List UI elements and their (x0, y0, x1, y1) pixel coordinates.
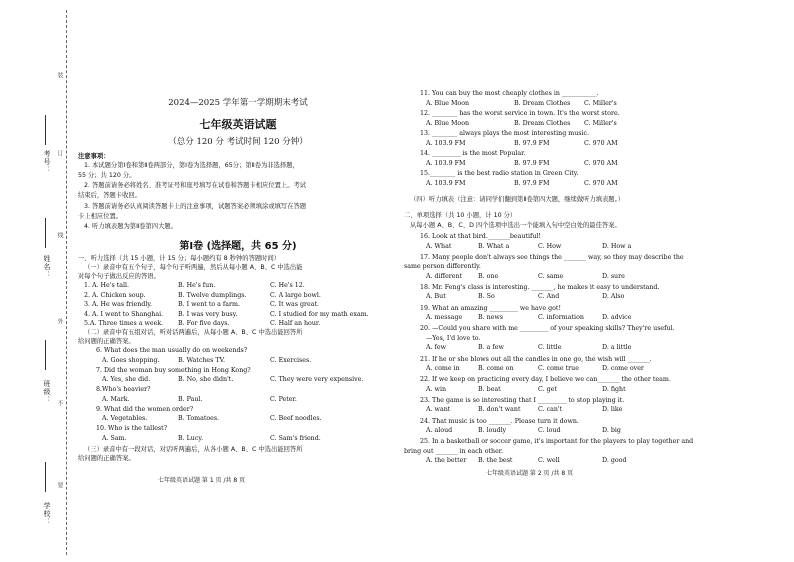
question-text: 22. If we keep on practicing every day, I believe we can_______ the other team. (420, 376, 671, 384)
option-b: B. Twelve dumplings. (178, 291, 247, 299)
notes-heading: 注意事项： (78, 153, 110, 160)
note-line: 1. 本试题分第Ⅰ卷和第Ⅱ卷两部分，第Ⅰ卷为选择题，65分；第Ⅱ卷为非选择题， (84, 162, 299, 169)
note-line: 55 分；共 120 分。 (78, 172, 136, 179)
single-choice-instruction: 从每小题 A、B、C、D 四个选项中选出一个能填入句中空白处的最佳答案。 (410, 222, 621, 229)
question-text: 15.________ is the best radio station in Green City. (420, 170, 579, 177)
option-b: B. come on (478, 365, 514, 372)
option-c: C. Sam's friend. (270, 434, 321, 442)
option-a: A. the better (426, 457, 467, 465)
binding-mark: 装 (56, 72, 63, 78)
option-a: A. few (426, 344, 446, 352)
listening-heading: 一、听力选择（共 15 小题，计 15 分；每小题约有 8 秒钟的答题时间） (78, 255, 281, 262)
option-b: B. Watches TV. (178, 356, 226, 364)
listening-note: （四）听力填表（注意：请同学们翻到第Ⅱ卷第四大题，继续做听力填表题。） (410, 196, 625, 203)
option-a: A. message (426, 314, 463, 322)
option-c: C. How (538, 242, 562, 250)
binding-mark: 要 (56, 482, 63, 488)
exam-number-label: 考号： (43, 150, 51, 174)
option-a: A. Blue Moon (426, 120, 470, 127)
option-b: B. Dream Clothes (514, 100, 571, 107)
name-label: 姓名： (43, 255, 51, 279)
option-a: 5.A. Three times a week. (84, 320, 164, 327)
option-d: D. advice (602, 314, 632, 322)
exam-number-line (45, 115, 46, 145)
option-b: B. Lucy. (178, 434, 204, 442)
instruction-line: （三）录音中有一段对话，对话听两遍后，从各小题 A、B、C 中选出能回答所 (84, 446, 303, 453)
class-label: 班级： (43, 380, 51, 404)
option-c: C. loud (538, 427, 561, 435)
option-b: B. a few (478, 344, 504, 352)
option-c: C. Beef noodles. (270, 415, 322, 422)
question-text: —Yes, I'd love to. (426, 334, 481, 342)
question-text: 25. In a basketball or soccer game, it's important for the players to play together and (420, 438, 694, 446)
option-a: A. 103.9 FM (426, 160, 466, 167)
exam-title: 2024—2025 学年第一学期期末考试 (168, 98, 308, 108)
option-b: B. Paul. (178, 395, 203, 403)
question-text: bring out _______ in each other. (404, 447, 504, 455)
binding-strip (0, 0, 62, 562)
option-d: D. good (602, 457, 627, 465)
option-c: C. 970 AM (584, 160, 618, 167)
option-a: 2. A. Chicken soup. (84, 291, 146, 299)
question-text: 6. What does the man usually do on weekends? (96, 347, 248, 354)
note-line: 2. 答题前请务必将姓名、准考证号和座号填写在试卷和答题卡相应位置上。考试 (84, 182, 307, 189)
option-b: B. I was very busy. (178, 310, 238, 318)
question-text: 19. What an amazing _________ we have got! (420, 304, 561, 312)
option-c: C. get (538, 385, 557, 393)
option-b: B. news (478, 314, 504, 322)
option-a: 3. A. He was friendly. (84, 301, 153, 308)
school-line (45, 462, 46, 492)
option-c: C. And (538, 293, 560, 301)
option-c: C. They were very expensive. (270, 376, 364, 383)
option-b: B. He's fun. (178, 282, 216, 289)
option-a: A. Vegetables. (102, 415, 148, 422)
school-label: 学校： (43, 502, 51, 526)
option-a: A. win (426, 385, 447, 393)
option-c: C. can't (538, 406, 563, 414)
option-a: A. Sam. (102, 434, 127, 442)
option-b: B. Tomatoes. (178, 415, 220, 422)
option-c: C. Exercises. (270, 356, 312, 364)
option-c: C. come true (538, 365, 579, 372)
instruction-line: 给问题的正确答案。 (78, 455, 135, 462)
note-line: 结束后，答题卡收回。 (78, 192, 141, 199)
option-c: C. Peter. (270, 395, 297, 403)
option-c: C. He's 12. (270, 282, 305, 289)
option-a: A. 103.9 FM (426, 140, 466, 147)
instruction-line: （一）录音中有五个句子，每个句子听两遍，然后从每小题 A、B、C 中选出能 (84, 264, 303, 271)
option-b: B. 97.9 FM (514, 180, 550, 187)
binding-mark: 外 (56, 318, 63, 324)
option-c: C. It was great. (270, 301, 320, 308)
option-b: B. 97.9 FM (514, 140, 550, 147)
option-c: C. well (538, 457, 560, 465)
part1-heading: 第Ⅰ卷 (选择题，共 65 分) (179, 241, 297, 252)
option-c: C. 970 AM (584, 180, 618, 187)
note-line: 4. 听力填表题为第Ⅱ卷第四大题。 (84, 223, 177, 230)
option-d: D. come over (602, 365, 644, 372)
name-line (45, 218, 46, 248)
option-b: B. don't want (478, 406, 521, 414)
question-text: 16. Look at that bird._______beautiful! (420, 233, 541, 240)
option-b: B. beat (478, 385, 501, 393)
question-text: 11. You can buy the most cheaply clothes in ___________. (420, 90, 599, 97)
binding-mark: 线 (56, 232, 63, 238)
option-c: C. I studied for my math exam. (270, 310, 369, 318)
question-text: 12. ________ has the worst service in town. It's the worst store. (420, 110, 620, 117)
option-a: A. But (426, 293, 446, 301)
option-c: C. Miller's (584, 100, 617, 107)
option-a: A. want (426, 406, 451, 414)
option-c: C. information (538, 314, 584, 322)
question-text: 13. ________ always plays the most interesting music. (420, 130, 590, 137)
note-line: 卡上相应位置。 (78, 213, 123, 220)
option-c: C. same (538, 272, 564, 280)
option-a: A. Mark. (102, 395, 130, 403)
option-c: C. A large bowl. (270, 291, 321, 299)
option-d: D. sure (602, 272, 625, 280)
option-c: C. Half an hour. (270, 320, 321, 327)
instruction-line: 对每个句子做出反应的答语。 (78, 273, 160, 280)
single-choice-heading: 二、单项选择（共 10 小题，计 10 分） (404, 212, 517, 219)
question-text: 20. —Could you share with me _________ of your speaking skills? They're useful. (420, 325, 675, 333)
option-b: B. loudly (478, 427, 507, 435)
option-c: C. 970 AM (584, 140, 618, 147)
option-b: B. one (478, 272, 499, 280)
question-text: 18. Mr. Feng's class is interesting. _______, he makes it easy to understand. (420, 283, 660, 291)
question-text: 10. Who is the tallest? (96, 425, 168, 432)
option-b: B. 97.9 FM (514, 160, 550, 167)
option-a: 1. A. He's tall. (84, 282, 130, 289)
binding-mark: 不 (56, 400, 63, 406)
option-c: C. little (538, 344, 562, 352)
option-b: B. What a (478, 242, 510, 250)
option-a: A. Yes, she did. (102, 376, 151, 383)
question-text: 14. _________ is the most Popular. (420, 150, 526, 157)
instruction-line: 给问题的正确答案。 (78, 338, 135, 345)
option-a: A. Goes shopping. (102, 356, 160, 364)
question-text: 9. What did the women order? (96, 405, 194, 413)
class-line (45, 340, 46, 370)
option-a: A. different (426, 272, 463, 280)
question-text: same person differently. (404, 263, 481, 271)
option-b: B. No, she didn't. (178, 376, 234, 383)
page-footer: 七年级英语试题 第 1 页 /共 8 页 (158, 477, 246, 484)
option-d: D. How a (602, 242, 632, 250)
option-b: B. the best (478, 457, 513, 465)
instruction-line: （二）录音中有五组对话，听对话两遍后，从每小题 A、B、C 中选出能回答所 (84, 329, 303, 336)
fold-line (66, 10, 67, 555)
option-b: B. Dream Clothes (514, 120, 571, 127)
option-a: 4. A. I went to Shanghai. (84, 310, 164, 318)
option-b: B. I went to a farm. (178, 301, 240, 308)
paper-subtitle: （总分 120 分 考试时间 120 分钟） (168, 137, 308, 147)
option-d: D. Also (602, 293, 625, 301)
question-text: 21. If he or she blows out all the candles in one go, the wish will _______. (420, 355, 652, 363)
option-a: A. aloud (426, 427, 453, 435)
option-d: D. fight (602, 385, 626, 393)
option-d: D. big (602, 427, 621, 435)
option-c: C. Miller's (584, 120, 617, 127)
option-a: A. 103.9 FM (426, 180, 466, 187)
note-line: 3. 答题前请务必认真阅读答题卡上的注意事项，试题答案必须填涂或填写在答题 (84, 203, 307, 210)
option-a: A. Blue Moon (426, 100, 470, 107)
option-b: B. For five days. (178, 320, 230, 327)
page-footer: 七年级英语试题 第 2 页 /共 8 页 (486, 470, 574, 477)
paper-title: 七年级英语试题 (199, 118, 277, 131)
question-text: 24. That music is too _______. Please turn it down. (420, 417, 579, 425)
option-a: A. What (426, 242, 452, 250)
question-text: 7. Did the woman buy something in Hong Kong? (96, 366, 251, 374)
option-d: D. a little (602, 344, 632, 352)
question-text: 23. The game is so interesting that I _________ to stop playing it. (420, 396, 625, 404)
question-text: 17. Many people don't always see things the _______ way, so they may describe the (420, 253, 684, 261)
option-d: D. like (602, 406, 623, 414)
question-text: 8.Who's heavier? (96, 386, 151, 393)
option-a: A. come in (426, 365, 460, 372)
binding-mark: 订 (56, 150, 63, 156)
option-b: B. So (478, 293, 495, 301)
